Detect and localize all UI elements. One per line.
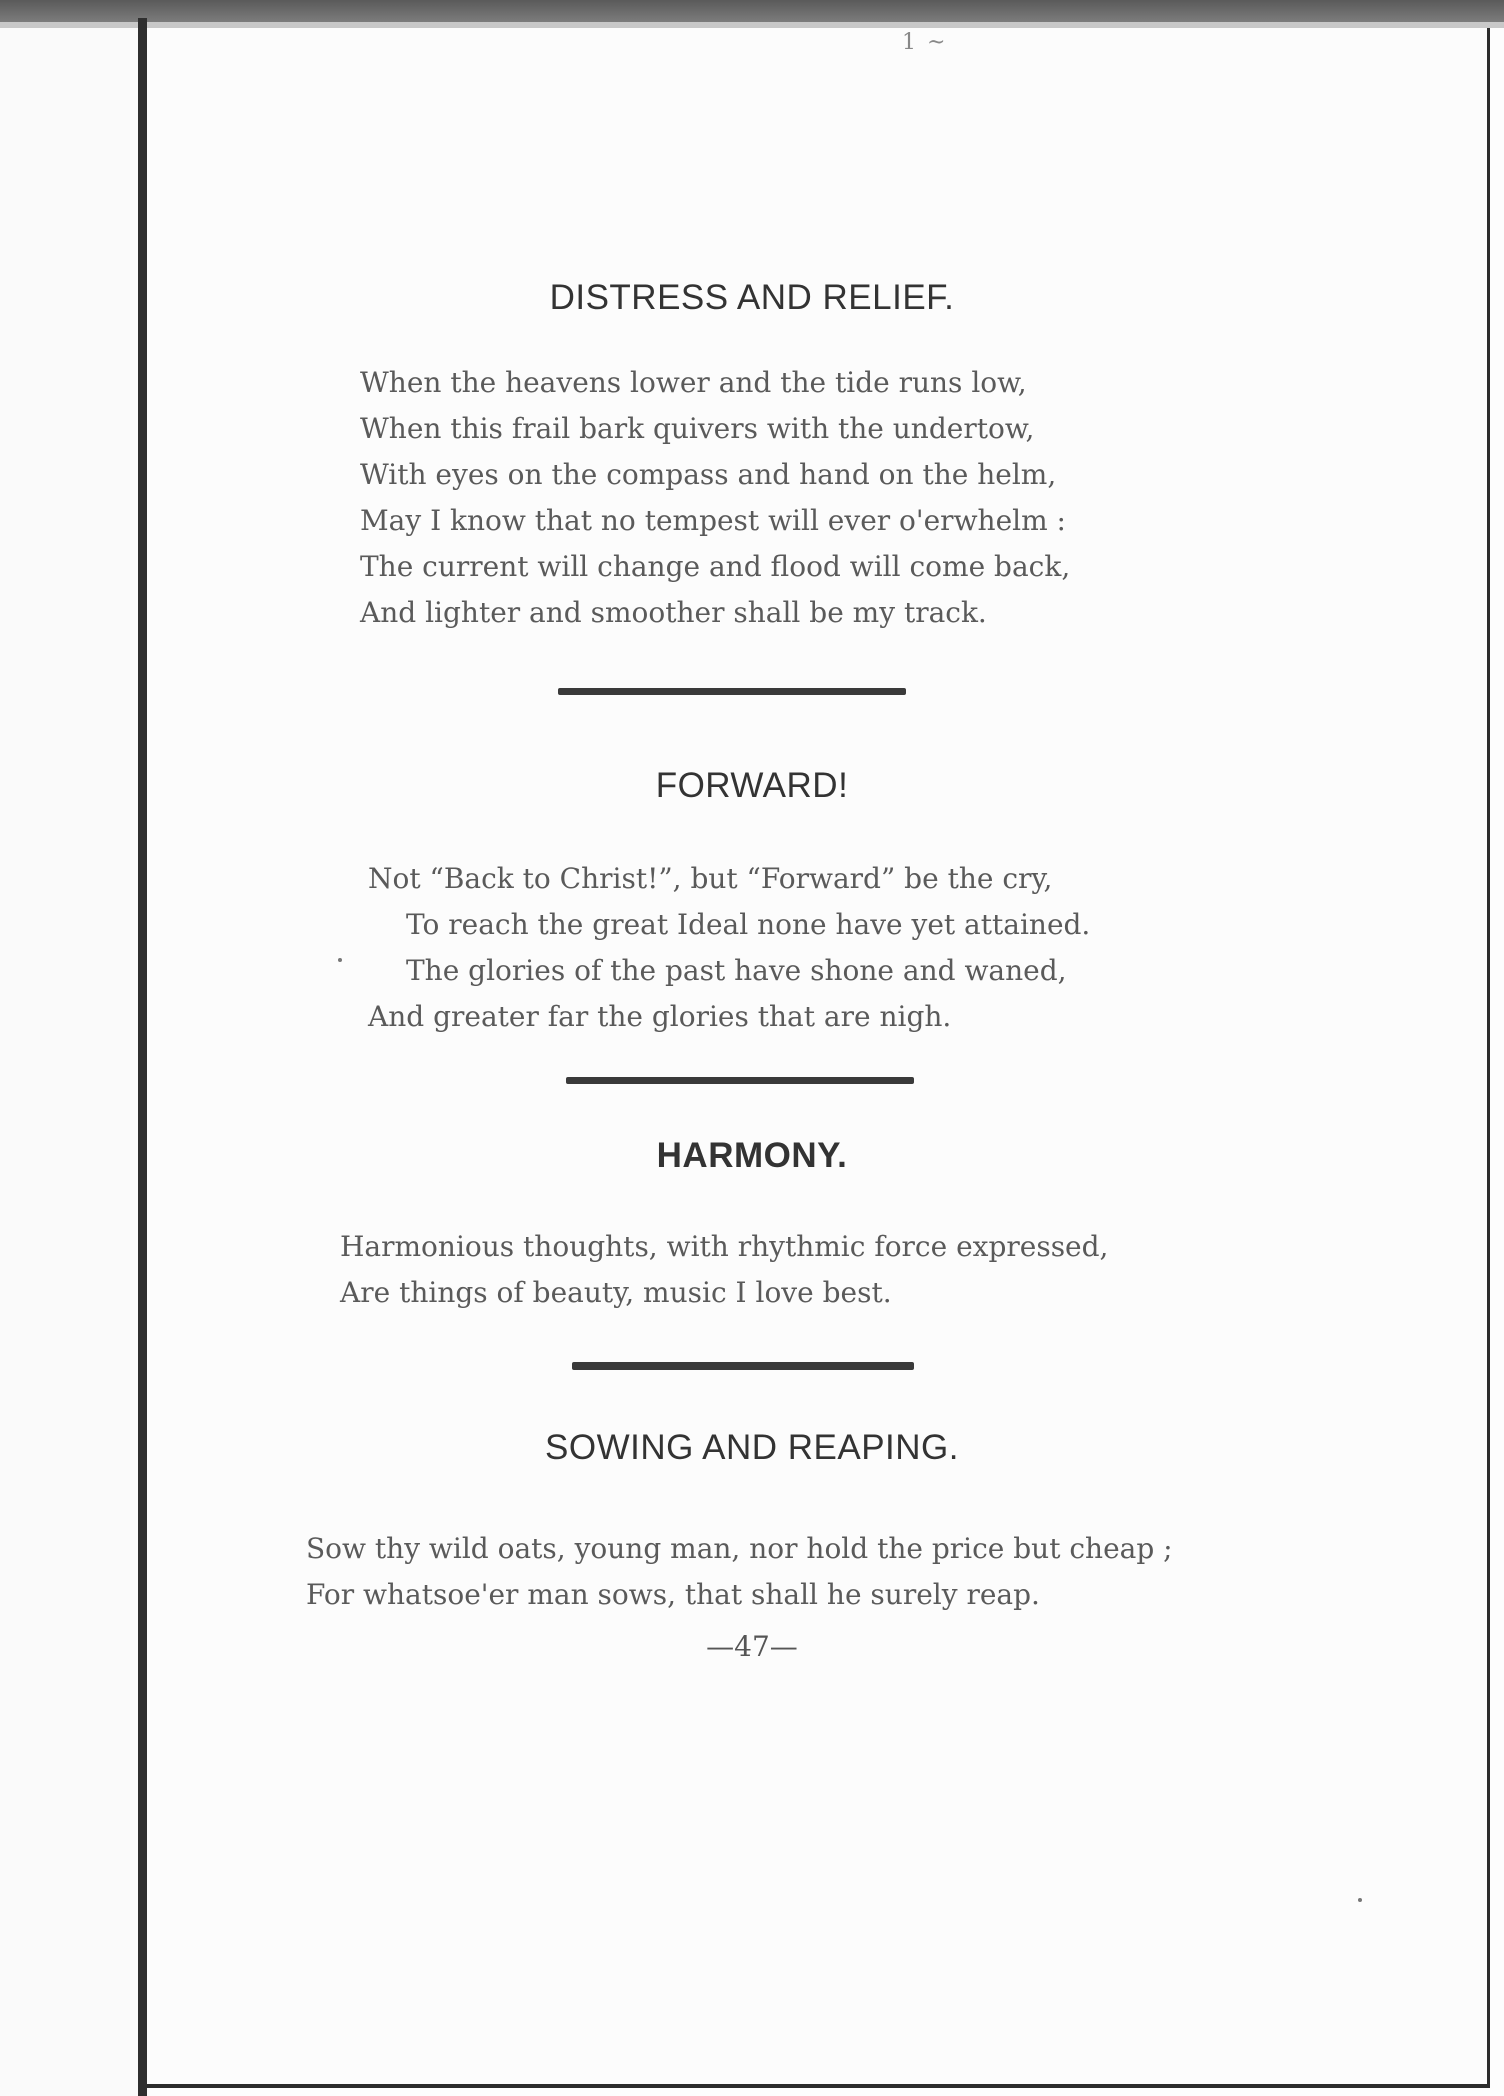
- poem-stanza-distress: [360, 360, 1070, 636]
- poem-line: Not “Back to Christ!”, but “Forward” be the cry,: [368, 862, 1053, 895]
- scan-speck: [1358, 1898, 1362, 1902]
- section-divider-rule: [558, 688, 906, 695]
- scan-speck: [338, 958, 342, 962]
- poem-line: When the heavens lower and the tide runs low,: [360, 366, 1027, 399]
- top-handwritten-mark: 1 ~: [902, 30, 948, 55]
- section-divider-rule: [572, 1362, 914, 1370]
- poem-line: May I know that no tempest will ever o'erwhelm :: [360, 504, 1066, 537]
- poem-stanza-harmony: [340, 1224, 1108, 1316]
- poem-line: Are things of beauty, music I love best.: [340, 1276, 892, 1309]
- poem-title-distress-and-relief: DISTRESS AND RELIEF.: [549, 278, 955, 317]
- poem-line: Harmonious thoughts, with rhythmic force expressed,: [340, 1230, 1109, 1263]
- poem-line: When this frail bark quivers with the undertow,: [360, 412, 1035, 445]
- facing-page-margin: [0, 28, 138, 2096]
- poem-title-forward: FORWARD!: [655, 766, 849, 805]
- poem-line: And greater far the glories that are nigh.: [368, 1000, 952, 1033]
- poem-line: With eyes on the compass and hand on the helm,: [360, 458, 1057, 491]
- poem-title-sowing-and-reaping: SOWING AND REAPING.: [545, 1428, 959, 1467]
- poem-stanza-sowing: [306, 1526, 1173, 1618]
- poem-line: Sow thy wild oats, young man, nor hold the price but cheap ;: [306, 1532, 1173, 1565]
- poem-line: The glories of the past have shone and waned,: [406, 954, 1067, 987]
- poem-line: For whatsoe'er man sows, that shall he surely reap.: [306, 1578, 1040, 1611]
- poem-line: The current will change and flood will come back,: [360, 550, 1071, 583]
- scan-top-edge: [0, 0, 1504, 22]
- poem-title-harmony: HARMONY.: [656, 1136, 848, 1175]
- poem-stanza-forward: [368, 856, 1090, 1040]
- page-number: —47—: [706, 1630, 798, 1663]
- poem-line: And lighter and smoother shall be my track.: [360, 596, 987, 629]
- poem-line: To reach the great Ideal none have yet attained.: [406, 908, 1091, 941]
- section-divider-rule: [566, 1077, 914, 1084]
- book-page: [147, 28, 1490, 2088]
- page-binding-edge: [138, 18, 147, 2096]
